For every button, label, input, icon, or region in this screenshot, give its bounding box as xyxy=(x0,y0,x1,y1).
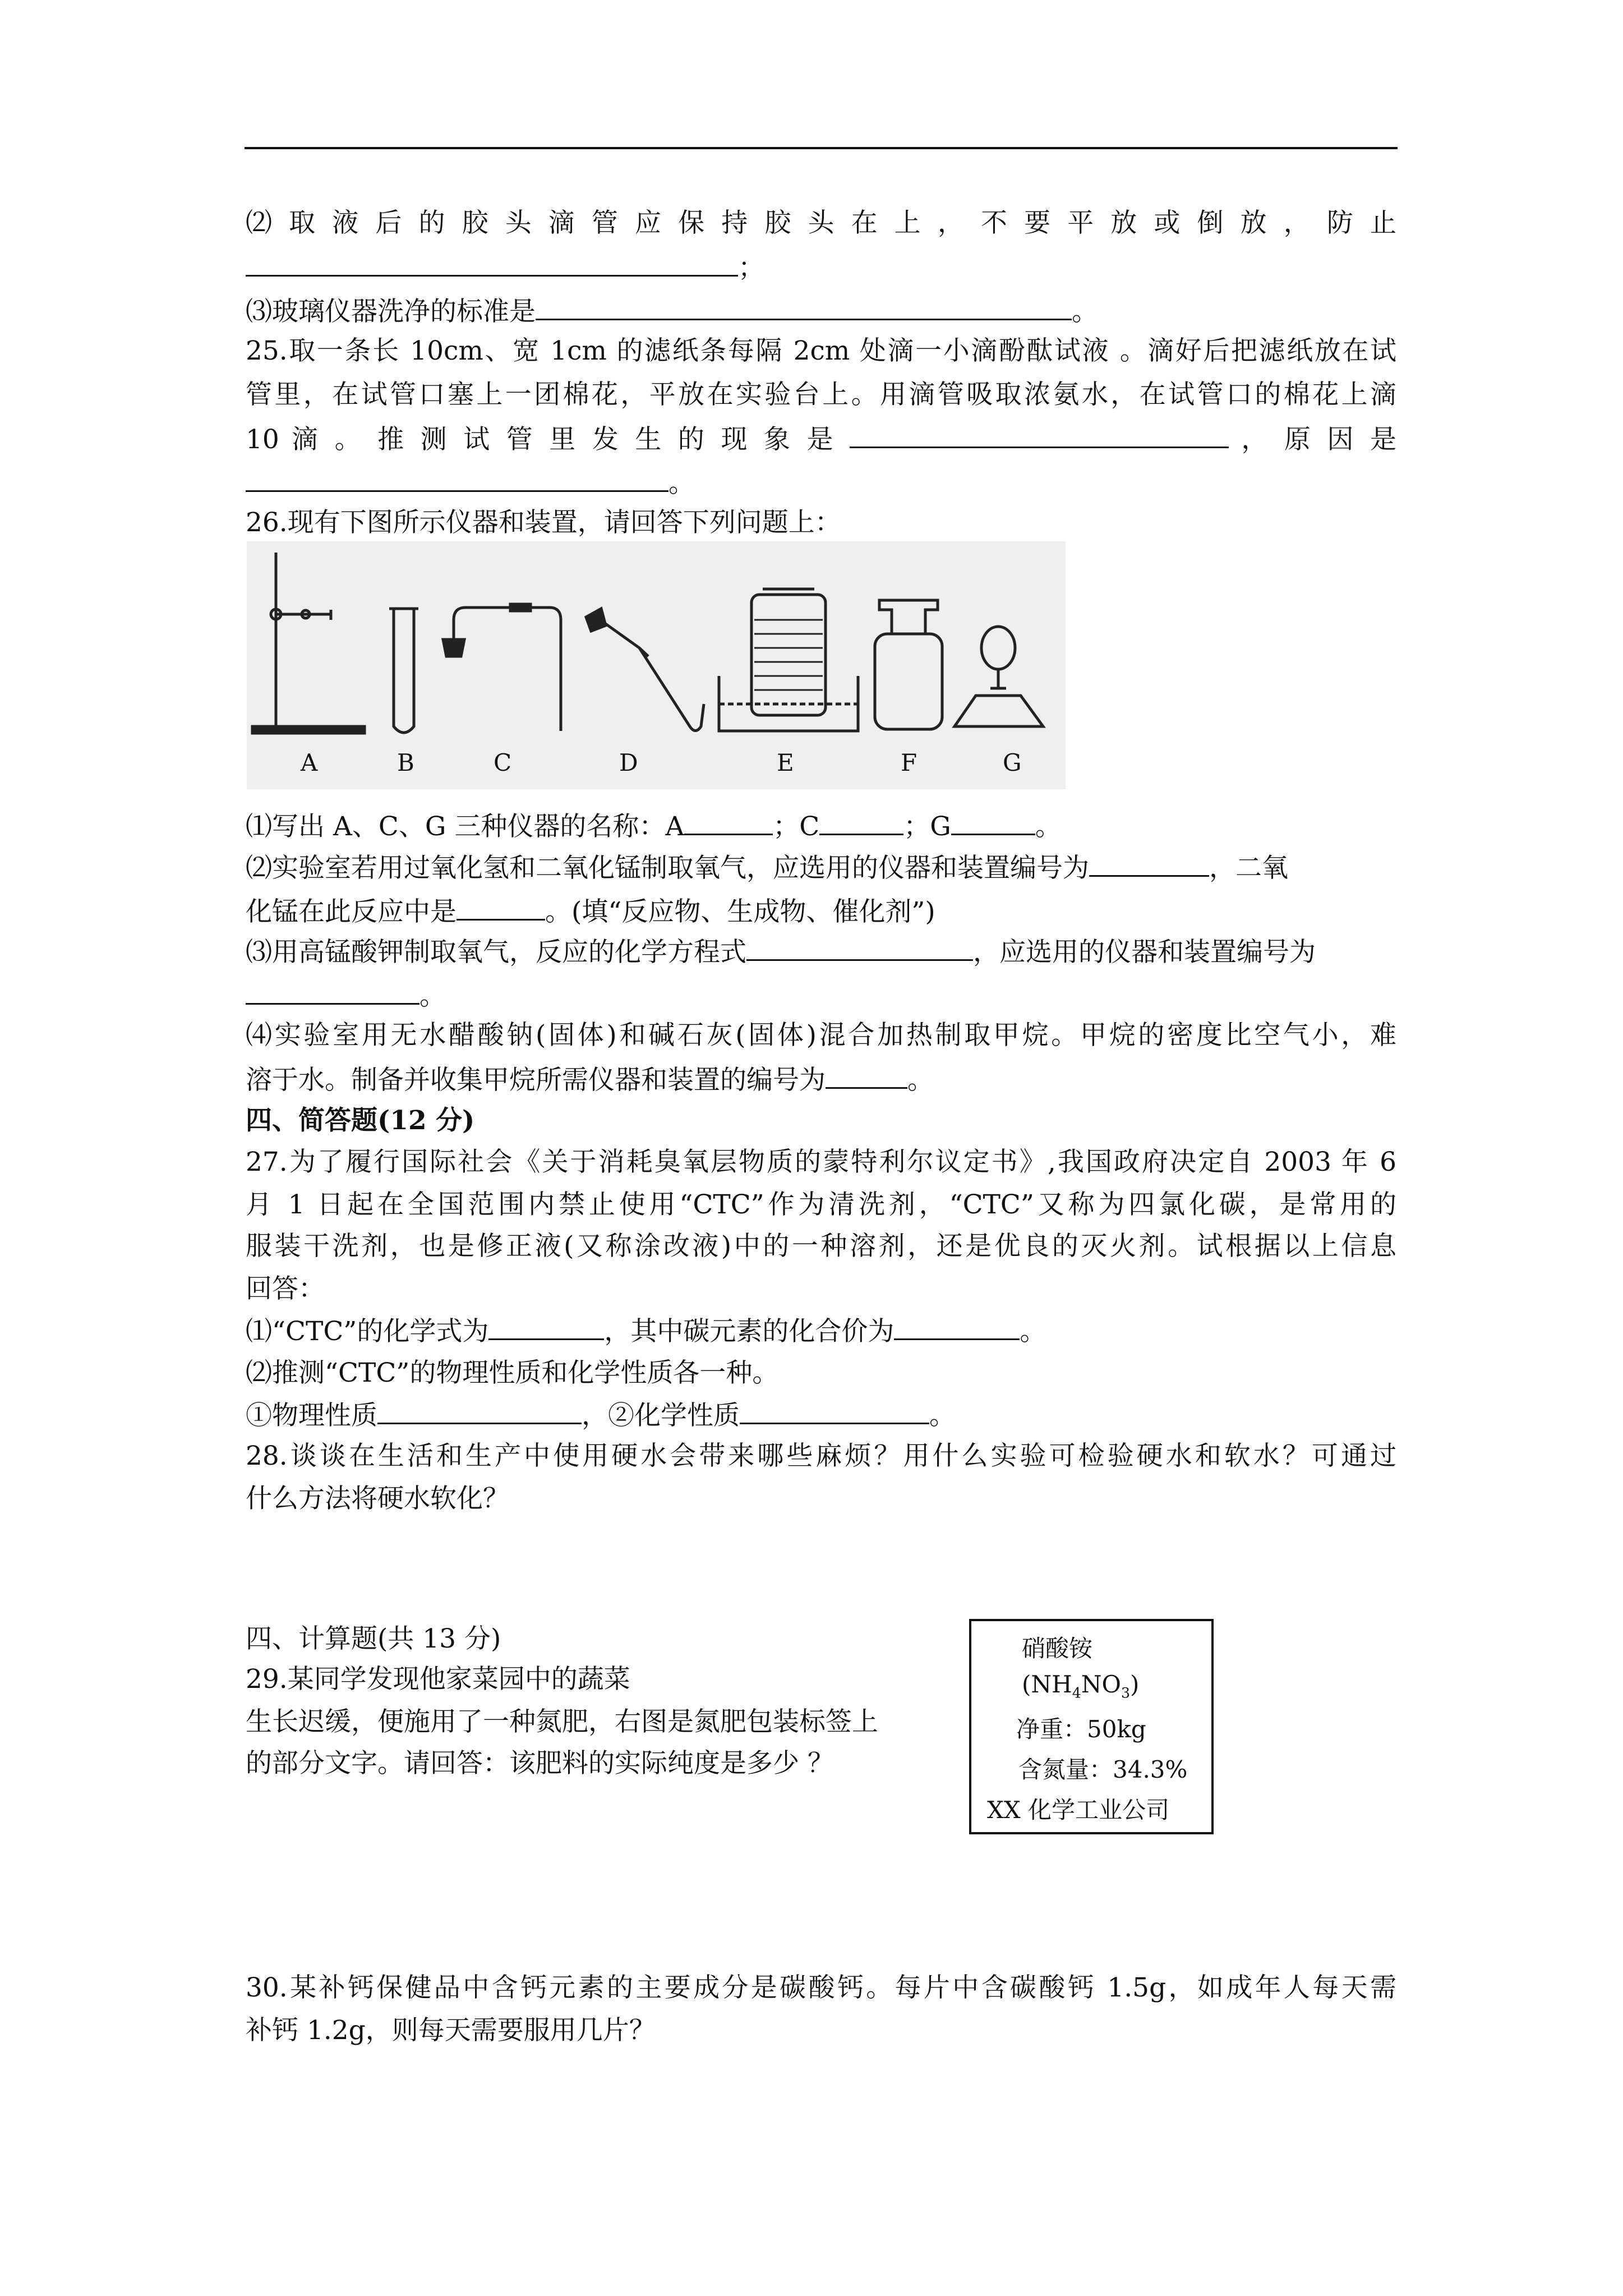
figure-label-f: F xyxy=(901,749,917,776)
answer-blank[interactable] xyxy=(819,809,903,835)
answer-blank[interactable] xyxy=(951,809,1035,835)
figure-label-d: D xyxy=(619,749,638,776)
q30-line1: 30.某补钙保健品中含钙元素的主要成分是碳酸钙。每片中含碳酸钙 1.5g，如成年人每天需 xyxy=(246,1972,1396,2003)
q26-part3-line1: ⑶用高锰酸钾制取氧气，反应的化学方程式 ，应选用的仪器和装置编号为 xyxy=(246,935,1316,969)
figure-label-e: E xyxy=(777,749,794,776)
figure-label-c: C xyxy=(494,749,512,776)
q24-part3: ⑶玻璃仪器洗净的标准是 。 xyxy=(246,294,1098,329)
q29-line3: 的部分文字。请回答：该肥料的实际纯度是多少 ？ xyxy=(246,1748,834,1779)
q27-part2: ⑵推测“CTC”的物理性质和化学性质各一种。 xyxy=(246,1358,779,1388)
answer-blank[interactable] xyxy=(246,466,668,492)
answer-blank[interactable] xyxy=(746,935,973,961)
q25-line3: 10 滴 。 推 测 试 管 里 发 生 的 现 象 是 ， 原 因 是 xyxy=(246,422,1396,457)
q26-part4-line2: 溶于水。制备并收集甲烷所需仪器和装置的编号为 。 xyxy=(246,1062,934,1097)
q27-line1: 27.为了履行国际社会《关于消耗臭氧层物质的蒙特利尔议定书》,我国政府决定自 2003 年 6 xyxy=(246,1147,1396,1177)
figure-label-g: G xyxy=(1003,749,1022,776)
q28-line2: 什么方法将硬水软化？ xyxy=(246,1483,509,1514)
label-product-name: 硝酸铵 xyxy=(1022,1635,1093,1662)
q26-part4-line1: ⑷实验室用无水醋酸钠(固体)和碱石灰(固体)混合加热制取甲烷。甲烷的密度比空气小，难 xyxy=(246,1020,1396,1051)
q27-line3: 服装干洗剂，也是修正液(又称涂改液)中的一种溶剂，还是优良的灭火剂。试根据以上信息 xyxy=(246,1231,1396,1262)
stopper-tube-icon xyxy=(443,604,561,731)
label-nitrogen-content: 含氮量：34.3% xyxy=(1018,1756,1188,1783)
q27-line4: 回答： xyxy=(246,1273,325,1304)
answer-blank[interactable] xyxy=(246,250,738,277)
q26-part2-line2: 化锰在此反应中是 。(填“反应物、生成物、催化剂”) xyxy=(246,894,935,929)
q26-intro: 26.现有下图所示仪器和装置，请回答下列问题上： xyxy=(246,507,841,538)
q27-line2: 月 1 日起在全国范围内禁止使用“CTC”作为清洗剂，“CTC”又称为四氯化碳，是常用的 xyxy=(246,1189,1396,1220)
header-rule xyxy=(245,147,1398,149)
answer-blank[interactable] xyxy=(894,1314,1020,1340)
q24-part2-end: ； xyxy=(738,252,764,283)
q27-part1: ⑴“CTC”的化学式为 ，其中碳元素的化合价为 。 xyxy=(246,1314,1046,1349)
answer-blank[interactable] xyxy=(1089,850,1209,877)
q25-line1: 25.取一条长 10cm、宽 1cm 的滤纸条每隔 2cm 处滴一小滴酚酞试液 。滴好后把滤纸放在试 xyxy=(246,335,1396,366)
answer-blank[interactable] xyxy=(488,1314,604,1340)
q26-part3-line2: 。 xyxy=(246,978,446,1013)
q28-line1: 28.谈谈在生活和生产中使用硬水会带来哪些麻烦？用什么实验可检验硬水和软水？可通过 xyxy=(246,1441,1396,1471)
q24-part2-line2 xyxy=(246,250,764,285)
q29-line1: 29.某同学发现他家菜园中的蔬菜 xyxy=(246,1664,630,1695)
figure-label-b: B xyxy=(397,749,414,776)
q24-part2-line1: ⑵ 取 液 后 的 胶 头 滴 管 应 保 持 胶 头 在 上 ， 不 要 平 放 或 倒 放 ， 防 止 xyxy=(246,208,1396,238)
answer-blank[interactable] xyxy=(457,894,545,921)
q30-line2: 补钙 1.2g，则每天需要服用几片？ xyxy=(246,2015,656,2046)
answer-blank[interactable] xyxy=(740,1398,929,1424)
label-net-weight: 净重：50kg xyxy=(1016,1715,1146,1743)
answer-blank[interactable] xyxy=(826,1062,907,1089)
answer-blank[interactable] xyxy=(536,294,1072,320)
section-title-short-answer: 四、简答题(12 分) xyxy=(246,1105,475,1136)
apparatus-figure xyxy=(247,541,1066,789)
q26-part2-line1: ⑵实验室若用过氧化氢和二氧化锰制取氧气，应选用的仪器和装置编号为 ，二氧 xyxy=(246,850,1288,885)
answer-blank[interactable] xyxy=(377,1398,582,1424)
q29-line2: 生长迟缓，便施用了一种氮肥，右图是氮肥包装标签上 xyxy=(246,1706,878,1737)
label-formula: $(NH_4NO_3)$ xyxy=(1022,1671,1140,1701)
answer-blank[interactable] xyxy=(684,809,773,835)
alcohol-lamp-icon xyxy=(955,627,1043,726)
q26-part1: ⑴写出 A、C、G 三种仪器的名称：A ；C ；G 。 xyxy=(246,809,1062,844)
section-title-calculation: 四、计算题(共 13 分) xyxy=(246,1623,501,1654)
label-company: XX 化学工业公司 xyxy=(987,1796,1170,1824)
answer-blank[interactable] xyxy=(850,422,1229,448)
answer-blank[interactable] xyxy=(246,978,419,1005)
iron-stand-icon xyxy=(252,553,365,733)
water-trough-icon xyxy=(719,589,858,731)
apparatus-drawing xyxy=(247,541,1066,789)
test-tube-icon xyxy=(389,609,418,733)
q25-line4: 。 xyxy=(246,466,695,500)
gas-jar-icon xyxy=(875,600,942,729)
fertilizer-label xyxy=(969,1619,1214,1834)
q24-part3-text: ⑶玻璃仪器洗净的标准是 xyxy=(246,296,536,327)
q27-part3: ①物理性质 ，②化学性质 。 xyxy=(246,1398,956,1433)
figure-label-a: A xyxy=(301,749,318,776)
q25-line2: 管里，在试管口塞上一团棉花，平放在实验台上。用滴管吸取浓氨水，在试管口的棉花上滴 xyxy=(246,379,1396,410)
delivery-tube-icon xyxy=(586,609,704,731)
